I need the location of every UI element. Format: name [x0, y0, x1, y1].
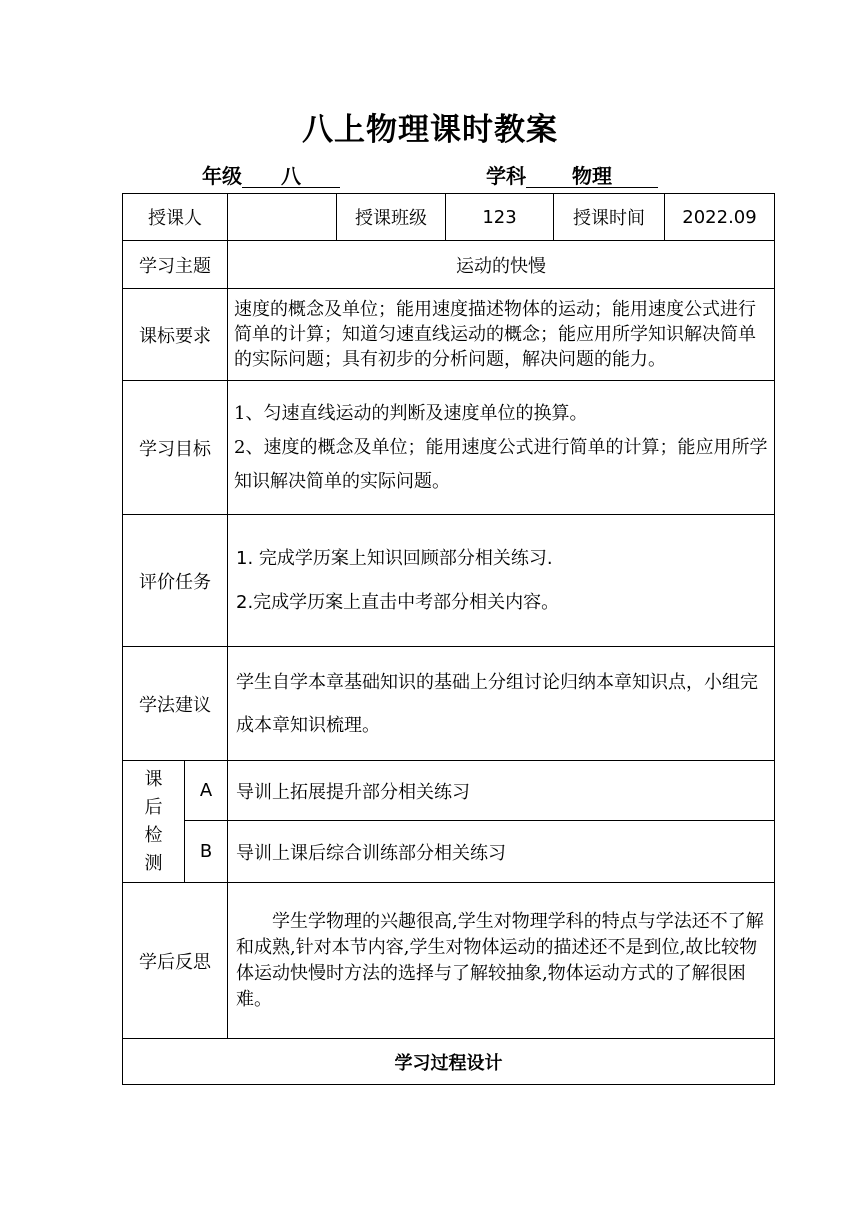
check-b-label: B: [185, 821, 228, 883]
time-label: 授课时间: [554, 194, 665, 241]
task-item: 1. 完成学历案上知识回顾部分相关练习.: [236, 547, 553, 569]
reflect-label: 学后反思: [123, 883, 228, 1039]
method-label: 学法建议: [123, 647, 228, 761]
check-a-row: [123, 761, 775, 821]
grade-value: 八: [242, 165, 340, 188]
goal-cell: [228, 381, 775, 515]
standard-row: [123, 289, 775, 381]
page-title: 八上物理课时教案: [302, 112, 558, 148]
standard-value: 速度的概念及单位；能用速度描述物体的运动；能用速度公式进行简单的计算；知道匀速直线运动的概念；能应用所学知识解决简单的实际问题；具有初步的分析问题，解决问题的能力。: [228, 289, 775, 381]
subject-field: [486, 160, 658, 189]
grade-label: 年级: [202, 164, 242, 188]
time-value: 2022.09: [665, 194, 775, 241]
grade-field: [202, 160, 340, 189]
check-label-char: 课: [144, 768, 163, 790]
task-label: 评价任务: [123, 515, 228, 647]
check-a-value: 导训上拓展提升部分相关练习: [228, 761, 775, 821]
check-a-label: A: [185, 761, 228, 821]
check-label: [123, 761, 185, 883]
goal-item: 2、速度的概念及单位；能用速度公式进行简单的计算；能应用所学知识解决简单的实际问题。: [234, 436, 768, 492]
check-label-char: 测: [144, 852, 163, 874]
reflect-row: [123, 883, 775, 1039]
task-item: 2.完成学历案上直击中考部分相关内容。: [236, 591, 560, 613]
subject-value: 物理: [526, 165, 658, 188]
info-row: [123, 194, 775, 241]
task-cell: [228, 515, 775, 647]
method-value: 学生自学本章基础知识的基础上分组讨论归纳本章知识点，小组完成本章知识梳理。: [228, 647, 775, 761]
process-title: 学习过程设计: [123, 1039, 775, 1085]
check-label-char: 检: [144, 824, 163, 846]
lesson-plan-table: [122, 193, 775, 1085]
teacher-label: 授课人: [123, 194, 228, 241]
goal-label: 学习目标: [123, 381, 228, 515]
standard-label: 课标要求: [123, 289, 228, 381]
topic-row: [123, 241, 775, 289]
check-b-value: 导训上课后综合训练部分相关练习: [228, 821, 775, 883]
method-row: [123, 647, 775, 761]
subject-label: 学科: [486, 164, 526, 188]
reflect-value: 学生学物理的兴趣很高,学生对物理学科的特点与学法还不了解和成熟,针对本节内容,学生对物体运动的描述还不是到位,故比较物体运动快慢时方法的选择与了解较抽象,物体运动方式的了解很困难。: [228, 883, 775, 1039]
class-label: 授课班级: [337, 194, 446, 241]
process-row: [123, 1039, 775, 1085]
goal-item: 1、匀速直线运动的判断及速度单位的换算。: [234, 402, 588, 424]
check-label-char: 后: [144, 796, 163, 818]
check-b-row: [123, 821, 775, 883]
topic-label: 学习主题: [123, 241, 228, 289]
task-row: [123, 515, 775, 647]
goal-row: [123, 381, 775, 515]
teacher-value: [228, 194, 337, 241]
topic-value: 运动的快慢: [228, 241, 775, 289]
class-value: 123: [446, 194, 554, 241]
